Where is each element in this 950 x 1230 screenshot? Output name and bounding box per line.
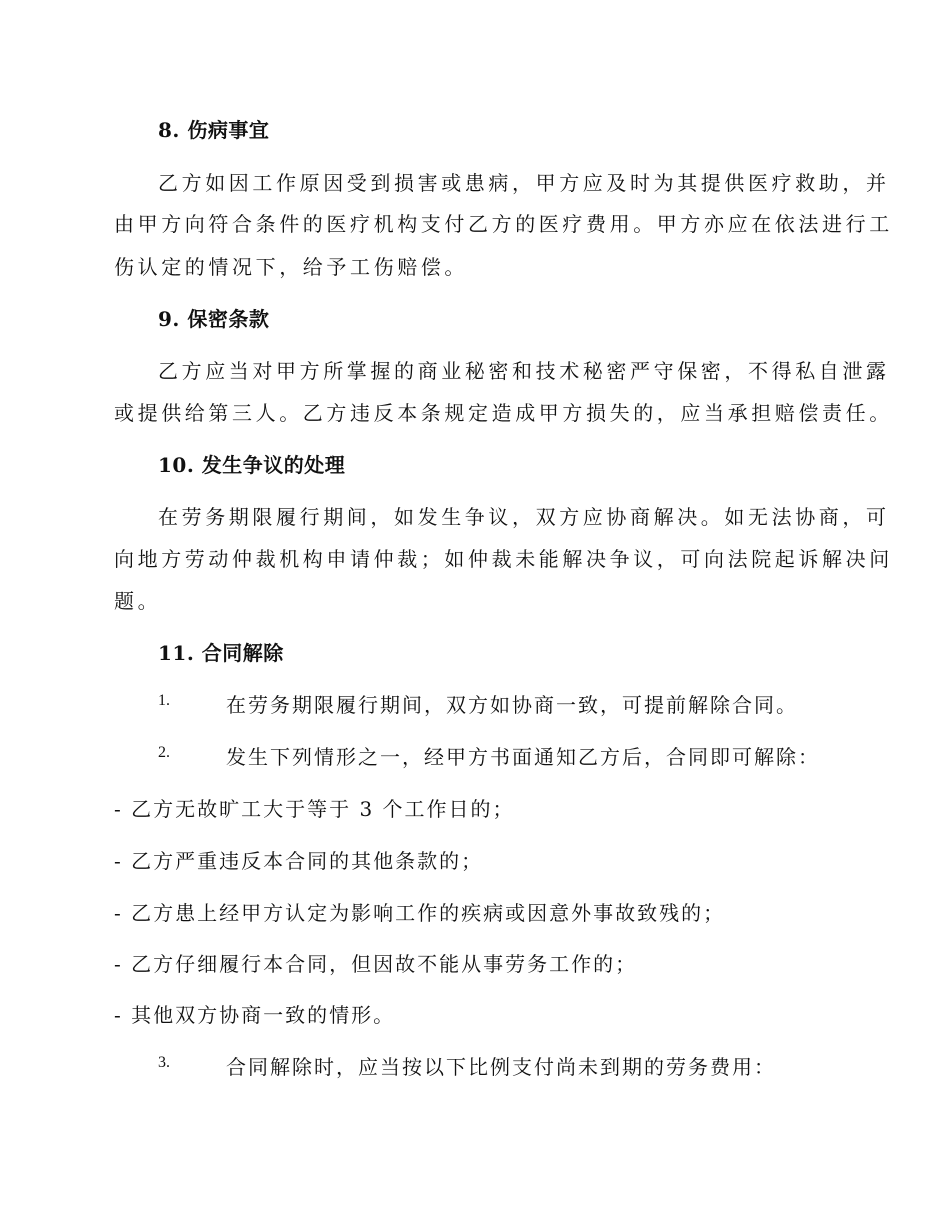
section-8-paragraph-line-2: 由甲方向符合条件的医疗机构支付乙方的医疗费用。甲方亦应在依法进行工 bbox=[114, 212, 893, 236]
bullet-item: - 乙方无故旷工大于等于 3 个工作日的； bbox=[114, 797, 515, 821]
bullet-item: - 乙方严重违反本合同的其他条款的； bbox=[114, 849, 484, 873]
bullet-item: - 乙方患上经甲方认定为影响工作的疾病或因意外事故致残的； bbox=[114, 901, 726, 925]
list-item-3-number: 3. bbox=[158, 1054, 170, 1071]
section-8-heading: 8. 伤病事宜 bbox=[158, 118, 270, 142]
section-9-heading: 9. 保密条款 bbox=[158, 307, 270, 331]
list-item-1-number: 1. bbox=[158, 692, 170, 709]
bullet-item: - 乙方仔细履行本合同，但因故不能从事劳务工作的； bbox=[114, 952, 638, 976]
section-8-paragraph-line-3: 伤认定的情况下，给予工伤赔偿。 bbox=[114, 255, 468, 279]
list-item-2-text: 发生下列情形之一，经甲方书面通知乙方后，合同即可解除： bbox=[226, 745, 820, 769]
section-8-paragraph-line-1: 乙方如因工作原因受到损害或患病，甲方应及时为其提供医疗救助，并 bbox=[158, 171, 890, 195]
section-9-paragraph-line-1: 乙方应当对甲方所掌握的商业秘密和技术秘密严守保密，不得私自泄露 bbox=[158, 359, 890, 383]
list-item-3-text: 合同解除时，应当按以下比例支付尚未到期的劳务费用： bbox=[226, 1055, 776, 1079]
list-item-2-number: 2. bbox=[158, 744, 170, 761]
section-11-heading: 11. 合同解除 bbox=[158, 641, 284, 665]
section-10-paragraph-line-1: 在劳务期限履行期间，如发生争议，双方应协商解决。如无法协商，可 bbox=[158, 505, 890, 529]
section-10-paragraph-line-2: 向地方劳动仲裁机构申请仲裁；如仲裁未能解决争议，可向法院起诉解决问 bbox=[114, 547, 893, 571]
list-item-1-text: 在劳务期限履行期间，双方如协商一致，可提前解除合同。 bbox=[226, 693, 798, 717]
section-9-paragraph-line-2: 或提供给第三人。乙方违反本条规定造成甲方损失的，应当承担赔偿责任。 bbox=[114, 401, 893, 425]
section-10-paragraph-line-3: 题。 bbox=[114, 589, 162, 613]
bullet-item: - 其他双方协商一致的情形。 bbox=[114, 1003, 396, 1027]
section-10-heading: 10. 发生争议的处理 bbox=[158, 453, 346, 477]
